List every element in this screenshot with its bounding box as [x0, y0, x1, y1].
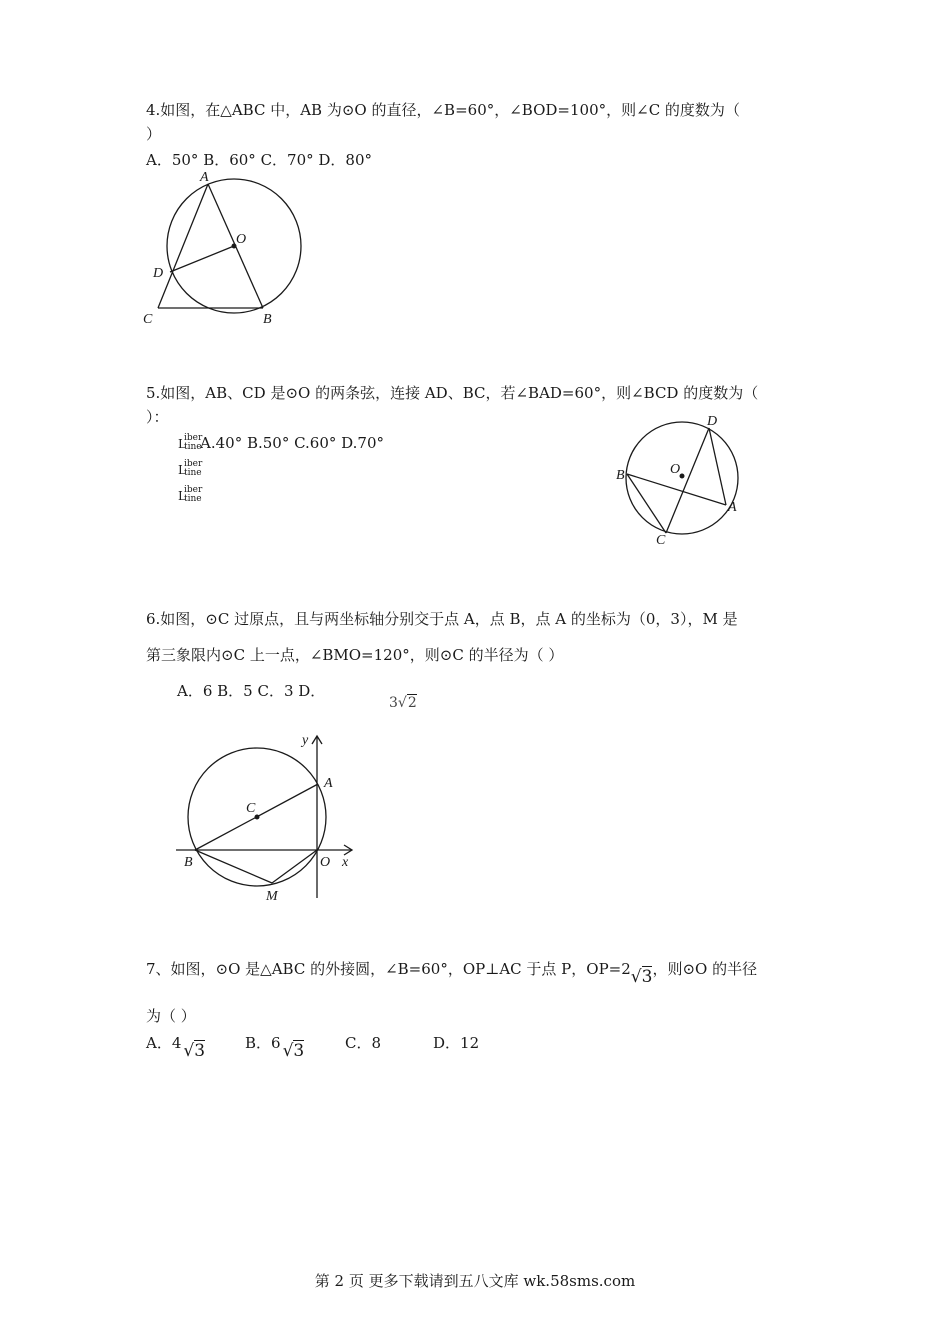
- q5-label-a: A: [728, 500, 737, 515]
- q5-label-c: C: [656, 533, 666, 548]
- q4-stem-line1: 4.如图，在△ABC 中，AB 为⊙O 的直径，∠B=60°，∠BOD=100°，则∠C 的度数为（: [146, 101, 740, 119]
- q6-stem-line1: 6.如图，⊙C 过原点，且与两坐标轴分别交于点 A，点 B，点 A 的坐标为（0，3），M 是: [146, 610, 738, 628]
- q5-stem-line2: ）：: [146, 408, 169, 426]
- q6-figure: [170, 728, 360, 908]
- q6-label-c: C: [246, 801, 256, 816]
- q6-label-m: M: [266, 889, 278, 904]
- q4-label-a: A: [200, 170, 209, 185]
- q7-option-a: A．4 √3: [146, 1034, 206, 1061]
- q7-stem-line2: 为（ ）: [146, 1007, 196, 1025]
- q6-option-d-value: 3√2: [389, 695, 417, 711]
- q6-stem-line2: 第三象限内⊙C 上一点，∠BMO=120°，则⊙C 的半径为（ ）: [146, 646, 564, 664]
- q5-artifact-3: L iber tine: [178, 485, 203, 504]
- q5-label-d: D: [707, 414, 718, 429]
- q5-artifact-2: L iber tine: [178, 459, 203, 478]
- q5-options: A.40° B.50° C.60° D.70°: [200, 434, 385, 452]
- q4-label-b: B: [263, 312, 272, 327]
- q5-label-b: B: [616, 468, 625, 483]
- q6-label-x: x: [342, 855, 349, 870]
- q5-figure: [610, 410, 750, 550]
- q4-figure: [136, 166, 316, 332]
- q7-option-d: D．12: [433, 1034, 480, 1052]
- page-footer: 第 2 页 更多下载请到五八文库 wk.58sms.com: [314, 1272, 636, 1290]
- q6-label-y: y: [302, 733, 309, 748]
- q6-label-b: B: [184, 855, 193, 870]
- q6-label-a: A: [324, 776, 333, 791]
- q6-options: A．6 B．5 C．3 D．: [177, 682, 326, 700]
- q5-artifact-1: L iber tine: [178, 433, 203, 452]
- q7-option-c: C．8: [345, 1034, 382, 1052]
- q7-stem-line1: 7、如图，⊙O 是△ABC 的外接圆，∠B=60°，OP⊥AC 于点 P，OP=2√3，则⊙O 的半径: [146, 960, 758, 987]
- q7-option-b: B．6 √3: [245, 1034, 305, 1061]
- q4-label-d: D: [153, 266, 164, 281]
- q6-label-o: O: [320, 855, 331, 870]
- q4-stem-line2: ）: [146, 125, 162, 143]
- q5-label-o: O: [670, 462, 681, 477]
- q4-label-c: C: [143, 312, 153, 327]
- q5-stem-line1: 5.如图，AB、CD 是⊙O 的两条弦，连接 AD、BC，若∠BAD=60°，则∠BCD 的度数为（: [146, 384, 759, 402]
- q4-options: A．50° B．60° C．70° D．80°: [146, 151, 373, 169]
- q4-label-o: O: [236, 232, 247, 247]
